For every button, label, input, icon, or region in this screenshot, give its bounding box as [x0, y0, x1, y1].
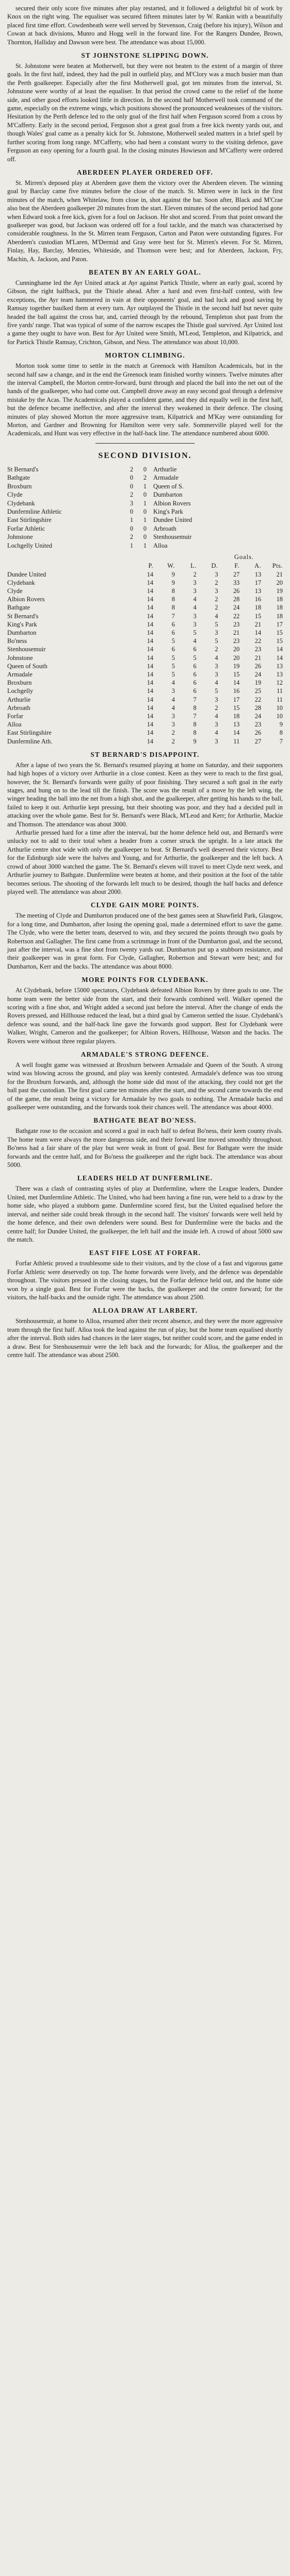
table-stat-cell: 14 — [147, 596, 154, 603]
report-aberdeen — [7, 168, 283, 263]
table-stat-cell: 4 — [215, 612, 218, 620]
table-stat-cell: 5 — [193, 654, 197, 662]
table-stat-cell: 9 — [193, 737, 197, 745]
away-team: Stenhousemuir — [153, 533, 192, 541]
table-stat-cell: 2 — [171, 729, 175, 737]
table-stat-cell: 13 — [276, 662, 283, 670]
away-score: 0 — [143, 465, 147, 473]
table-stat-cell: 9 — [171, 579, 175, 586]
table-stat-cell: 7 — [193, 713, 197, 720]
table-stat-cell: 7 — [279, 737, 283, 745]
home-team: Clydebank — [7, 499, 35, 507]
table-stat-cell: 24 — [254, 713, 262, 720]
table-stat-cell: 16 — [233, 687, 240, 695]
home-score: 0 — [130, 482, 134, 490]
table-stat-cell: 14 — [147, 579, 154, 586]
table-stat-cell: 27 — [254, 737, 262, 745]
away-score: 0 — [143, 524, 147, 532]
table-stat-cell: 21 — [254, 620, 262, 628]
report-paragraph: Cunninghame led the Ayr United attack at Ayr against Partick Thistle, where an early goal, scored by Gibson, the right halfback, put the Thistle ahead. After a hard and even first-half contest, with few exceptions, the Ayr team hammered in vain at their opponents' goal, and had luck and good saving by Ramsay together baulked them at every turn. Ayr outplayed the Thistle in the second half but never quite headed the ball against the cross bar, and, carried through by the rebound, Templeton shot past from the five yards' range. That was typical of some of the narrow escapes the Thistle goal survived. Ayr United lost a game they ought to have won. Best for Ayr United were Smith, M'Leod, Templeton, and Kilpatrick, and for Partick Thistle Ramsay, Crichton, Gibson, and Ness. The attendance was about 10,000. — [7, 279, 283, 346]
table-stat-cell: 3 — [215, 587, 218, 595]
away-team: Dundee United — [153, 516, 192, 524]
table-stat-cell: 9 — [171, 570, 175, 578]
table-header-cell: W. — [167, 562, 175, 570]
table-stat-cell: 21 — [254, 654, 262, 662]
table-stat-cell: 4 — [193, 596, 197, 603]
table-stat-cell: 4 — [171, 696, 175, 703]
table-stat-cell: 20 — [233, 646, 240, 653]
division-heading: SECOND DIVISION. — [98, 451, 192, 460]
table-stat-cell: 11 — [233, 737, 240, 745]
table-stat-cell: 18 — [276, 612, 283, 620]
table-stat-cell: 14 — [147, 737, 154, 745]
home-score: 3 — [130, 499, 134, 507]
report-bathgate — [7, 1116, 283, 1169]
table-stat-cell: 5 — [215, 637, 218, 645]
table-team-cell: Forfar — [7, 713, 23, 720]
table-stat-cell: 3 — [215, 696, 218, 703]
table-stat-cell: 14 — [147, 612, 154, 620]
away-score: 0 — [143, 507, 147, 515]
table-row — [7, 696, 283, 704]
table-stat-cell: 7 — [171, 612, 175, 620]
home-score: 2 — [130, 533, 134, 541]
report-clydebank — [7, 976, 283, 1045]
table-row — [7, 579, 283, 587]
table-row — [7, 728, 283, 737]
away-team: Armadale — [153, 474, 179, 482]
table-stat-cell: 21 — [233, 629, 240, 636]
table-stat-cell: 3 — [171, 687, 175, 695]
table-stat-cell: 15 — [233, 704, 240, 711]
table-stat-cell: 14 — [147, 637, 154, 645]
away-team: King's Park — [153, 507, 183, 515]
report-heading: CLYDE GAIN MORE POINTS. — [90, 901, 200, 909]
report-ayr-united — [7, 268, 283, 346]
table-team-cell: Clydebank — [7, 579, 35, 586]
table-stat-cell: 2 — [215, 646, 218, 653]
table-stat-cell: 19 — [276, 587, 283, 595]
table-stat-cell: 4 — [215, 679, 218, 687]
table-stat-cell: 6 — [193, 687, 197, 695]
table-stat-cell: 27 — [233, 570, 240, 578]
table-stat-cell: 15 — [233, 670, 240, 678]
table-stat-cell: 14 — [276, 646, 283, 653]
table-stat-cell: 7 — [193, 696, 197, 703]
table-stat-cell: 3 — [171, 713, 175, 720]
table-stat-cell: 23 — [233, 620, 240, 628]
table-header-cell: D. — [211, 562, 218, 570]
home-score: 1 — [130, 516, 134, 524]
table-stat-cell: 2 — [171, 737, 175, 745]
away-score: 1 — [143, 516, 147, 524]
table-stat-cell: 18 — [276, 596, 283, 603]
report-paragraph: After a lapse of two years the St. Bernard's resumed playing at home on Saturday, and their supporters had high hopes of a victory over Arthurlie in a close contest. Keen as they were to reach to the first goal, however, the St. Bernard's forwards were guilty of poor finishing. They secured a soft goal in the early stages, and hung on to the lead till the finish. The score was the result of a move by the left wing, the winger heading the ball into the net from a high shot, and the goalkeeper, after getting his hands to the ball, failed to keep it out. Arthurlie kept pressing, but their shooting was poor, and they had a decided pull in attacking over the whole game. Best for St. Bernard's were Black, M'Leod and Kerr; for Arthurlie, Mackie and Thomson. The attendance was about 3000. — [7, 761, 283, 828]
table-stat-cell: 3 — [193, 579, 197, 586]
home-score: 0 — [130, 507, 134, 515]
table-stat-cell: 15 — [276, 629, 283, 636]
table-row — [7, 570, 283, 579]
table-row — [7, 662, 283, 670]
table-stat-cell: 17 — [233, 696, 240, 703]
table-team-cell: King's Park — [7, 620, 37, 628]
table-stat-cell: 13 — [276, 670, 283, 678]
table-stat-cell: 3 — [193, 612, 197, 620]
table-team-cell: Dunfermline Ath. — [7, 737, 53, 745]
away-team: Arthurlie — [153, 465, 177, 473]
report-dunfermline — [7, 1174, 283, 1244]
table-stat-cell: 14 — [147, 713, 154, 720]
table-row — [7, 654, 283, 662]
away-score: 1 — [143, 482, 147, 490]
report-heading: BEATEN BY AN EARLY GOAL. — [89, 268, 201, 276]
report-morton — [7, 351, 283, 438]
table-stat-cell: 14 — [147, 629, 154, 636]
table-stat-cell: 2 — [215, 596, 218, 603]
table-stat-cell: 16 — [254, 596, 262, 603]
result-row — [7, 533, 283, 541]
report-armadale — [7, 1050, 283, 1111]
table-stat-cell: 14 — [147, 670, 154, 678]
table-stat-cell: 15 — [254, 612, 262, 620]
table-row — [7, 603, 283, 612]
table-stat-cell: 14 — [147, 696, 154, 703]
table-stat-cell: 3 — [193, 587, 197, 595]
table-stat-cell: 11 — [277, 687, 283, 695]
table-goals-label: Goals. — [234, 553, 254, 561]
home-score: 2 — [130, 491, 134, 499]
table-stat-cell: 25 — [254, 687, 262, 695]
home-score: 2 — [130, 465, 134, 473]
report-heading: LEADERS HELD AT DUNFERMLINE. — [77, 1174, 213, 1182]
table-stat-cell: 22 — [254, 696, 262, 703]
table-header-cell: A. — [254, 562, 262, 570]
away-score: 2 — [143, 474, 147, 482]
table-row — [7, 737, 283, 745]
report-paragraph: At Clydebank, before 15000 spectators, Clydebank defeated Albion Rovers by three goals to one. The home team were the better side from the start, and their forwards combined well. Walker opened the scoring with a fine shot, and Wright added a second just before the interval. After the change of ends the Rovers pressed, and Hillhouse reduced the lead, but a third goal by Cameron settled the issue. Clydebank's defence was sound, and the half-back line gave the forwards good support. Best for Clydebank were Walker, Wright, Cameron and the goalkeeper; for Albion Rovers, Hillhouse, Watson and the backs. The Rovers were without three regular players. — [7, 987, 283, 1045]
result-row — [7, 482, 283, 490]
table-row — [7, 679, 283, 687]
away-score: 1 — [143, 499, 147, 507]
report-st-johnstone — [7, 52, 283, 163]
table-stat-cell: 18 — [254, 604, 262, 612]
table-stat-cell: 4 — [215, 729, 218, 737]
table-stat-cell: 5 — [215, 620, 218, 628]
table-stat-cell: 9 — [279, 721, 283, 728]
report-heading: BATHGATE BEAT BO'NESS. — [93, 1116, 197, 1125]
table-stat-cell: 5 — [171, 654, 175, 662]
table-stat-cell: 6 — [193, 646, 197, 653]
table-row — [7, 595, 283, 603]
table-stat-cell: 17 — [276, 620, 283, 628]
league-table-body — [7, 570, 283, 745]
table-stat-cell: 3 — [193, 620, 197, 628]
table-team-cell: Stenhousemuir — [7, 646, 46, 653]
table-stat-cell: 6 — [193, 662, 197, 670]
table-stat-cell: 18 — [276, 604, 283, 612]
table-stat-cell: 14 — [147, 679, 154, 687]
report-paragraph: A well fought game was witnessed at Broxburn between Armadale and Queen of the South. A strong wind was blowing across the ground, and play was keenly contested. Armadale's defence was too strong for the Broxburn forwards, and, although the home side did most of the attacking, they could not get the ball past the custodian. The first goal came ten minutes after the start, and the second came towards the end of the game, the result being a victory for Armadale by two goals to nothing. The Armadale backs and goalkeeper were outstanding, and the forwards took their chances well. The attendance was about 4000. — [7, 1061, 283, 1111]
table-stat-cell: 6 — [171, 629, 175, 636]
home-team: East Stirlingshire — [7, 516, 52, 524]
table-header-row — [7, 562, 283, 570]
result-row — [7, 516, 283, 524]
table-stat-cell: 14 — [147, 570, 154, 578]
away-team: Dumbarton — [153, 491, 183, 499]
table-stat-cell: 6 — [171, 646, 175, 653]
table-stat-cell: 3 — [215, 662, 218, 670]
table-header-cell: Pts. — [272, 562, 283, 570]
report-heading: ST BERNARD'S DISAPPOINT. — [90, 750, 200, 758]
table-stat-cell: 33 — [233, 579, 240, 586]
table-stat-cell: 4 — [193, 637, 197, 645]
table-stat-cell: 21 — [276, 570, 283, 578]
table-stat-cell: 15 — [276, 637, 283, 645]
table-stat-cell: 3 — [215, 737, 218, 745]
report-paragraph: St. Johnstone were beaten at Motherwell, but they were not beaten to the extent of a margin of three goals. In the first half, indeed, they had the pull in outfield play, and M'Clory was a much busier man than the Perth goalkeeper. Especially after the first Motherwell goal, got ten minutes from the interval, St. Johnstone were worthy of at least the equaliser. In that period the crowd came to the relief of the home side, and other good efforts looked little in direction. In the second half Motherwell took command of the game, especially on the extreme wings, which positions showed the pronounced weaknesses of the visitors. Hesitation by the Perth defence led to the only goal of the first half when Ferguson scored from a cross by M'Cafferty. Early in the second period, Ferguson shot a great goal from a free kick twenty yards out, and though Wales' goal came as a penalty kick for St. Johnstone, Motherwell sealed matters in a brief spell by further scoring from long range. M'Cafferty, who had been a constant worry to the visiting defence, gave Ferguson an easy opening for a fourth goal. In the closing minutes Howieson and M'Cafferty were ordered off. — [7, 62, 283, 163]
league-table — [7, 562, 283, 745]
away-team: Alloa — [153, 541, 168, 549]
table-team-cell: Arbroath — [7, 704, 30, 711]
table-row — [7, 637, 283, 645]
table-stat-cell: 5 — [171, 637, 175, 645]
home-score: 0 — [130, 524, 134, 532]
table-stat-cell: 11 — [277, 696, 283, 703]
table-row — [7, 720, 283, 728]
table-stat-cell: 8 — [193, 729, 197, 737]
table-team-cell: St Bernard's — [7, 612, 39, 620]
table-team-cell: Albion Rovers — [7, 596, 45, 603]
table-stat-cell: 4 — [215, 713, 218, 720]
report-clyde — [7, 901, 283, 971]
result-row — [7, 507, 283, 516]
report-heading: ARMADALE'S STRONG DEFENCE. — [80, 1050, 210, 1058]
table-stat-cell: 8 — [193, 721, 197, 728]
table-stat-cell: 8 — [171, 596, 175, 603]
report-heading: ABERDEEN PLAYER ORDERED OFF. — [76, 168, 214, 176]
table-team-cell: Queen of South — [7, 662, 47, 670]
report-heading: MORE POINTS FOR CLYDEBANK. — [82, 976, 208, 984]
table-row — [7, 645, 283, 653]
report-heading: MORTON CLIMBING. — [105, 351, 185, 360]
report-heading: ST JOHNSTONE SLIPPING DOWN. — [81, 52, 209, 60]
table-stat-cell: 6 — [171, 620, 175, 628]
table-stat-cell: 12 — [276, 679, 283, 687]
table-header-cell — [7, 562, 132, 570]
report-paragraph: Stenhousemuir, at home to Alloa, resumed after their recent absence, and they were the more aggressive team through the first half. Alloa took the lead against the run of play, but the home team equalised shortly after the interval. Both sides had chances in the later stages, but neither could score, and the game ended in a draw. Best for Stenhousemuir were the left back and the forwards; for Alloa, the goalkeeper and the centre half. The attendance was about 2500. — [7, 1317, 283, 1359]
report-paragraph: Arthurlie pressed hard for a time after the interval, but the home defence held out, and Bernard's were unlucky not to add to their total when a header from a corner struck the upright. In a late attack the Arthurlie centre shot wide with only the goalkeeper to beat. St Bernard's well deserved their victory. Best for the Edinburgh side were the halves and Young, and for Arthurlie, the goalkeeper and the left back. A crowd of about 3000 watched the game. The St. Bernard's eleven will travel to meet Clyde next week, and Arthurlie journey to Bathgate. Dunfermline were beaten at home, and their position at the foot of the table becomes serious. The shooting of the forwards left much to be desired, though the half backs and defence played well. The attendance was about 2000. — [7, 829, 283, 895]
table-stat-cell: 6 — [193, 679, 197, 687]
home-score: 1 — [130, 541, 134, 549]
table-stat-cell: 8 — [171, 587, 175, 595]
table-stat-cell: 4 — [193, 604, 197, 612]
report-paragraph: secured their only score five minutes after play restarted, and it followed a delightful bit of work by Knox on the right wing. The equaliser was secured fifteen minutes later by W. Rankin with a beautifully placed first time effort. Cowdenbeath were well served by Stevenson, Craig (before his injury), Wilson and Cowan at back divisions, Munro and Hogg well in the forward line. For the Rangers Dundee, Brown, Thornton, Halliday and Dawson were best. The attendance was about 15,000. — [7, 5, 283, 46]
report-forfar — [7, 1249, 283, 1301]
table-stat-cell: 22 — [233, 612, 240, 620]
result-row — [7, 541, 283, 550]
report-paragraph: Morton took some time to settle in the match at Greenock with Hamilton Academicals, but in the second half saw a change, and in the end the Greenock team finished worthy winners. Twelve minutes after the interval Campbell, the Morton centre-forward, burst through and placed the ball into the net out of the hands of the goalkeeper, who had come out. Campbell drove away an easy second goal through a defensive mistake by the Acas. The Academicals played a confident game, and they did equally well in the first half, but the defence became ineffective, and after the interval they weakened in their defence. The closing minutes of play showed Morton the more aggressive team, Kilpatrick and M'Kay were outstanding for Morton, and Gardner and Browning for Hamilton were very safe. Sommerville played well for the Academicals, and Hunt was very effective in the half-back line. The attendance numbered about 6000. — [7, 362, 283, 437]
table-stat-cell: 4 — [171, 679, 175, 687]
table-stat-cell: 2 — [193, 570, 197, 578]
home-team: Clyde — [7, 491, 23, 499]
table-stat-cell: 2 — [215, 704, 218, 711]
home-team: Bathgate — [7, 474, 30, 482]
table-row — [7, 687, 283, 695]
result-row — [7, 473, 283, 482]
table-row — [7, 670, 283, 679]
table-stat-cell: 5 — [215, 687, 218, 695]
table-stat-cell: 14 — [147, 620, 154, 628]
table-stat-cell: 4 — [215, 654, 218, 662]
report-st-bernards — [7, 751, 283, 896]
result-row — [7, 499, 283, 507]
away-score: 0 — [143, 533, 147, 541]
table-stat-cell: 5 — [193, 629, 197, 636]
table-stat-cell: 26 — [233, 587, 240, 595]
table-header-cell: P. — [148, 562, 154, 570]
table-stat-cell: 13 — [254, 587, 262, 595]
table-stat-cell: 13 — [254, 570, 262, 578]
table-stat-cell: 28 — [254, 704, 262, 711]
table-team-cell: Dundee United — [7, 570, 46, 578]
table-stat-cell: 3 — [215, 570, 218, 578]
away-score: 0 — [143, 491, 147, 499]
table-team-cell: Alloa — [7, 721, 22, 728]
table-stat-cell: 23 — [254, 646, 262, 653]
table-stat-cell: 26 — [254, 729, 262, 737]
table-stat-cell: 2 — [215, 579, 218, 586]
table-team-cell: Broxburn — [7, 679, 32, 687]
table-stat-cell: 3 — [215, 670, 218, 678]
table-row — [7, 704, 283, 712]
result-row — [7, 465, 283, 473]
table-team-cell: Johnstone — [7, 654, 33, 662]
table-stat-cell: 19 — [233, 662, 240, 670]
result-row — [7, 490, 283, 499]
table-stat-cell: 14 — [147, 654, 154, 662]
table-team-cell: Bathgate — [7, 604, 30, 612]
away-team: Queen of S. — [153, 482, 184, 490]
table-stat-cell: 26 — [254, 662, 262, 670]
table-team-cell: Armadale — [7, 670, 33, 678]
table-stat-cell: 13 — [233, 721, 240, 728]
table-row — [7, 712, 283, 720]
table-stat-cell: 8 — [171, 604, 175, 612]
table-team-cell: East Stirlingshire — [7, 729, 52, 737]
table-stat-cell: 8 — [279, 729, 283, 737]
table-stat-cell: 14 — [147, 587, 154, 595]
report-paragraph: Bathgate rose to the occasion and scored a goal in each half to defeat Bo'ness, their keen county rivals. The home team were always the more dangerous side, and their forward line moved smoothly throughout. Bo'ness had a fair share of the play but were weak in front of goal. Best for Bathgate were the inside forwards and the centre half, and for Bo'ness the goalkeeper and the right back. The attendance was about 5000. — [7, 1127, 283, 1169]
table-stat-cell: 22 — [254, 637, 262, 645]
table-stat-cell: 5 — [171, 662, 175, 670]
table-stat-cell: 20 — [233, 654, 240, 662]
table-stat-cell: 14 — [147, 729, 154, 737]
table-stat-cell: 23 — [233, 637, 240, 645]
table-team-cell: Lochgelly — [7, 687, 34, 695]
table-stat-cell: 14 — [147, 646, 154, 653]
table-stat-cell: 14 — [147, 704, 154, 711]
home-score: 0 — [130, 474, 134, 482]
section-divider — [95, 443, 195, 444]
home-team: Johnstone — [7, 533, 33, 541]
report-heading: EAST FIFE LOSE AT FORFAR. — [89, 1249, 201, 1257]
table-stat-cell: 8 — [193, 704, 197, 711]
table-header-cell: L. — [190, 562, 197, 570]
table-stat-cell: 28 — [233, 596, 240, 603]
table-row — [7, 612, 283, 620]
table-team-cell: Bo'ness — [7, 637, 27, 645]
table-stat-cell: 14 — [147, 604, 154, 612]
table-team-cell: Arthurlie — [7, 696, 31, 703]
table-stat-cell: 3 — [215, 721, 218, 728]
table-stat-cell: 14 — [254, 629, 262, 636]
table-stat-cell: 4 — [171, 704, 175, 711]
table-stat-cell: 14 — [147, 721, 154, 728]
home-team: Lochgelly United — [7, 541, 53, 549]
table-stat-cell: 3 — [171, 721, 175, 728]
away-team: Arbroath — [153, 524, 176, 532]
table-team-cell: Clyde — [7, 587, 23, 595]
results-list — [7, 465, 283, 550]
table-stat-cell: 14 — [147, 687, 154, 695]
table-row — [7, 587, 283, 595]
home-team: Forfar Athletic — [7, 524, 45, 532]
table-row — [7, 620, 283, 629]
report-heading: ALLOA DRAW AT LARBERT. — [92, 1307, 198, 1315]
table-stat-cell: 3 — [215, 629, 218, 636]
table-stat-cell: 5 — [171, 670, 175, 678]
table-stat-cell: 14 — [233, 679, 240, 687]
table-stat-cell: 20 — [276, 579, 283, 586]
table-stat-cell: 2 — [215, 604, 218, 612]
table-team-cell: Dumbarton — [7, 629, 37, 636]
table-stat-cell: 17 — [254, 579, 262, 586]
table-row — [7, 629, 283, 637]
result-row — [7, 524, 283, 533]
home-team: St Bernard's — [7, 465, 39, 473]
table-stat-cell: 18 — [233, 713, 240, 720]
table-stat-cell: 14 — [147, 662, 154, 670]
table-stat-cell: 6 — [193, 670, 197, 678]
report-paragraph: St. Mirren's deposed play at Aberdeen gave them the victory over the Aberdeen eleven. The winning goal by Barclay came five minutes before the close of the match. St. Mirren were in luck in the first minutes of the match, when Whitelaw, from close in, shot against the bar. Soon after, Black and M'Crae also beat the Aberdeen goalkeeper 20 minutes from the start. Eleven minutes of the second period had gone when Edward took a free kick, given for a foul on Jackson. He shot and scored. From that point onward the goalkeeper was good, but Jackson was ordered off for a foul tackle, and the match was characterised by considerable roughness. In the St. Mirren team Ferguson, Carton and Paton were outstanding figures. For Aberdeen's custodian M'Laren, M'Dermid and Gray were best for St. Mirren's eleven. For St. Mirren, Finlay, Hay, Barclay, Menzies, Whiteside, and Thomson were best; and for Aberdeen, Jackson, Fry, Machin, A. Jackson, and Paton. — [7, 179, 283, 263]
table-stat-cell: 14 — [276, 654, 283, 662]
table-stat-cell: 10 — [276, 704, 283, 711]
table-stat-cell: 14 — [233, 729, 240, 737]
table-header-cell: F. — [234, 562, 240, 570]
home-team: Dunfermline Athletic — [7, 507, 62, 515]
away-team: Albion Rovers — [153, 499, 191, 507]
table-stat-cell: 19 — [254, 679, 262, 687]
table-stat-cell: 10 — [276, 713, 283, 720]
home-team: Broxburn — [7, 482, 32, 490]
table-stat-cell: 23 — [254, 721, 262, 728]
report-alloa — [7, 1307, 283, 1359]
report-paragraph: There was a clash of contrasting styles of play at Dunfermline, where the League leaders, Dundee United, met Dunfermline Athletic. The United, who had been having a fine run, were held to a draw by the home side, who played a stubborn game. Dunfermline scored first, but the United equalised before the interval, and neither side could break through in the second half. The visitors' forwards were well held by the home defence, and their own defenders were sound. Best for Dunfermline were the backs and the centre half; for Dundee United, the goalkeeper, the left half and the inside left. A crowd of about 5000 saw the match. — [7, 1185, 283, 1243]
report-rangers-continued — [7, 4, 283, 46]
report-paragraph: The meeting of Clyde and Dumbarton produced one of the best games seen at Shawfield Park, Glasgow, for a long time, and Dumbarton, after losing the opening goal, made a determined effort to save the game. The Clyde, who were the better team, deserved to win, and they secured the points through two goals by Robertson and Gallagher. The first came from a scrimmage in front of the Dumbarton goal, and the second, just after the interval, was a fine shot from twenty yards out. Dumbarton put up a stubborn resistance, and their goalkeeper was in great form. For Clyde, Gallagher, Robertson and Stewart were best; and for Dumbarton, Kerr and the backs. The attendance was about 8000. — [7, 912, 283, 970]
table-stat-cell: 24 — [254, 670, 262, 678]
table-stat-cell: 24 — [233, 604, 240, 612]
away-score: 1 — [143, 541, 147, 549]
report-paragraph: Forfar Athletic proved a troublesome side to their visitors, and by the close of a fast and vigorous game Forfar Athletic were deservedly on top. The home forwards were lively, and the defence was dependable throughout. The visitors pressed in the closing stages, but the Forfar defence held out, and the home side won by a single goal. Best for Forfar were the backs, the goalkeeper and the centre forward; for the visitors, the half-backs and the outside right. The attendance was about 2500. — [7, 1260, 283, 1301]
